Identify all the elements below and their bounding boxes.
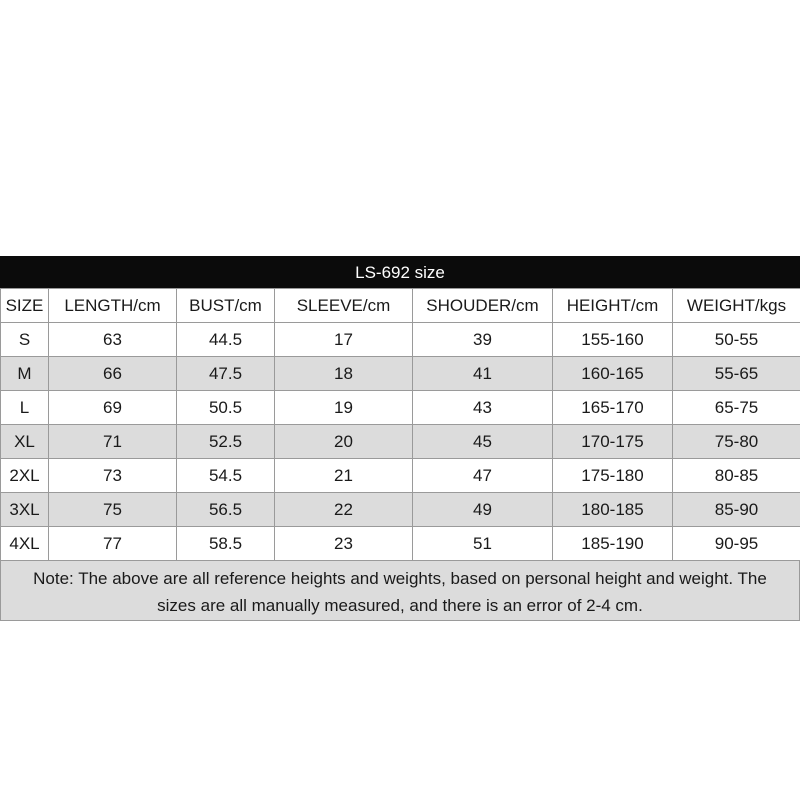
cell-sleeve: 22 — [275, 493, 413, 527]
cell-shoulder: 49 — [413, 493, 553, 527]
cell-weight: 75-80 — [673, 425, 800, 459]
cell-height: 180-185 — [553, 493, 673, 527]
table-row — [1, 425, 800, 459]
cell-bust: 47.5 — [177, 357, 275, 391]
cell-shoulder: 39 — [413, 323, 553, 357]
cell-size: 3XL — [1, 493, 49, 527]
cell-height: 155-160 — [553, 323, 673, 357]
size-chart — [0, 256, 800, 621]
header-weight: WEIGHT/kgs — [673, 289, 800, 323]
cell-size: 2XL — [1, 459, 49, 493]
cell-weight: 65-75 — [673, 391, 800, 425]
table-row — [1, 323, 800, 357]
size-table — [0, 288, 800, 561]
cell-size: L — [1, 391, 49, 425]
table-title: LS-692 size — [0, 256, 800, 288]
cell-shoulder: 47 — [413, 459, 553, 493]
cell-bust: 52.5 — [177, 425, 275, 459]
cell-shoulder: 43 — [413, 391, 553, 425]
cell-bust: 54.5 — [177, 459, 275, 493]
cell-sleeve: 18 — [275, 357, 413, 391]
note-text: Note: The above are all reference heights and weights, based on personal height and weight. The sizes are all manually measured, and there is an error of 2-4 cm. — [0, 561, 800, 621]
cell-length: 71 — [49, 425, 177, 459]
cell-sleeve: 19 — [275, 391, 413, 425]
cell-size: 4XL — [1, 527, 49, 561]
header-length: LENGTH/cm — [49, 289, 177, 323]
cell-length: 73 — [49, 459, 177, 493]
cell-shoulder: 41 — [413, 357, 553, 391]
header-row — [1, 289, 800, 323]
cell-sleeve: 20 — [275, 425, 413, 459]
cell-height: 175-180 — [553, 459, 673, 493]
cell-weight: 55-65 — [673, 357, 800, 391]
cell-sleeve: 17 — [275, 323, 413, 357]
header-shoulder: SHOUDER/cm — [413, 289, 553, 323]
cell-weight: 85-90 — [673, 493, 800, 527]
cell-length: 63 — [49, 323, 177, 357]
header-height: HEIGHT/cm — [553, 289, 673, 323]
cell-length: 66 — [49, 357, 177, 391]
cell-sleeve: 21 — [275, 459, 413, 493]
table-row — [1, 493, 800, 527]
cell-size: M — [1, 357, 49, 391]
cell-shoulder: 45 — [413, 425, 553, 459]
cell-length: 69 — [49, 391, 177, 425]
table-row — [1, 357, 800, 391]
cell-height: 165-170 — [553, 391, 673, 425]
header-bust: BUST/cm — [177, 289, 275, 323]
header-size: SIZE — [1, 289, 49, 323]
cell-height: 170-175 — [553, 425, 673, 459]
cell-weight: 90-95 — [673, 527, 800, 561]
cell-shoulder: 51 — [413, 527, 553, 561]
table-row — [1, 459, 800, 493]
cell-weight: 50-55 — [673, 323, 800, 357]
cell-size: S — [1, 323, 49, 357]
table-row — [1, 527, 800, 561]
cell-sleeve: 23 — [275, 527, 413, 561]
cell-bust: 44.5 — [177, 323, 275, 357]
cell-size: XL — [1, 425, 49, 459]
cell-length: 75 — [49, 493, 177, 527]
cell-bust: 56.5 — [177, 493, 275, 527]
cell-bust: 50.5 — [177, 391, 275, 425]
header-sleeve: SLEEVE/cm — [275, 289, 413, 323]
cell-weight: 80-85 — [673, 459, 800, 493]
table-row — [1, 391, 800, 425]
cell-height: 185-190 — [553, 527, 673, 561]
cell-height: 160-165 — [553, 357, 673, 391]
cell-bust: 58.5 — [177, 527, 275, 561]
cell-length: 77 — [49, 527, 177, 561]
